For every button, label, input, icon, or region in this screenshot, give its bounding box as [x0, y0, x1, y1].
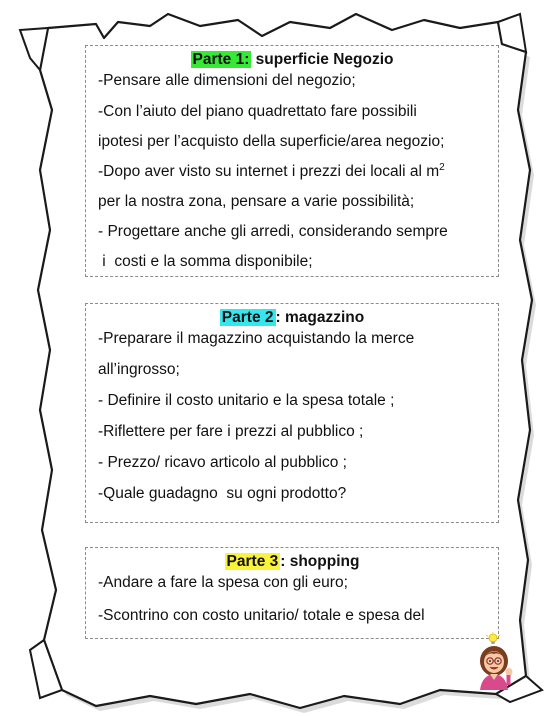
part3-box: [85, 547, 499, 639]
part1-title: superficie Negozio: [251, 51, 394, 68]
part1-line: -Con l’aiuto del piano quadrettato fare possibili: [98, 103, 417, 120]
part1-line: ipotesi per l’acquisto della superficie/area negozio;: [98, 133, 445, 150]
part3-label: Parte 3: [226, 553, 279, 570]
part1-line: i costi e la somma disponibile;: [98, 253, 313, 270]
part2-line: - Prezzo/ ricavo articolo al pubblico ;: [98, 454, 347, 471]
part3-title: : shopping: [280, 553, 360, 570]
part2-title: : magazzino: [275, 309, 365, 326]
part2-box: [85, 303, 499, 523]
part1-box: [85, 45, 499, 277]
part3-heading: [98, 552, 486, 572]
part2-heading: [98, 308, 486, 328]
part1-line: -Pensare alle dimensioni del negozio;: [98, 72, 356, 89]
part2-line: -Riflettere per fare i prezzi al pubblico ;: [98, 423, 364, 440]
part2-line: all’ingrosso;: [98, 361, 180, 378]
part3-line: -Andare a fare la spesa con gli euro;: [98, 574, 348, 591]
teacher-with-lightbulb-icon: [476, 632, 516, 690]
part1-line-text: -Dopo aver visto su internet i prezzi dei locali al m: [98, 163, 440, 180]
part1-line: [98, 157, 486, 187]
part1-label: Parte 1:: [192, 51, 250, 68]
part2-label: Parte 2: [221, 309, 274, 326]
superscript-two: 2: [439, 161, 445, 173]
part1-heading: [98, 50, 486, 70]
part3-line: -Scontrino con costo unitario/ totale e spesa del: [98, 607, 425, 624]
part2-line: - Definire il costo unitario e la spesa totale ;: [98, 392, 395, 409]
part2-line: -Quale guadagno su ogni prodotto?: [98, 485, 347, 502]
part2-line: -Preparare il magazzino acquistando la merce: [98, 330, 415, 347]
part1-line: per la nostra zona, pensare a varie possibilità;: [98, 193, 415, 210]
part1-line: - Progettare anche gli arredi, considerando sempre: [98, 223, 448, 240]
lightbulb-icon: [486, 632, 500, 644]
